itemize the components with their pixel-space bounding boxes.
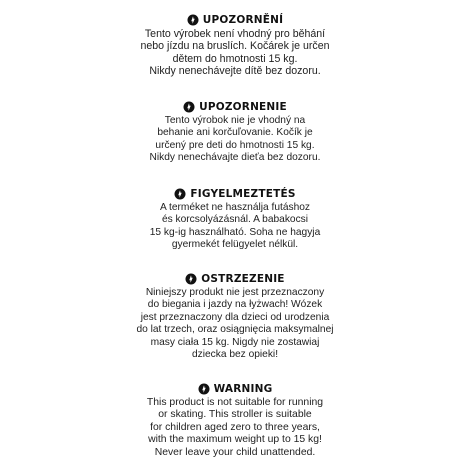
warning-text-line: Tento výrobek není vhodný pro běhání <box>144 28 326 40</box>
warning-circle-icon <box>174 188 186 200</box>
warning-title: UPOZORNĚNÍ <box>202 14 284 26</box>
warning-title: FIGYELMEZTETÉS <box>190 188 296 200</box>
warning-circle-icon <box>198 383 210 395</box>
warning-heading <box>0 383 470 395</box>
warning-heading <box>0 14 470 26</box>
warning-text-line: és korcsolyázásnál. A babakocsi <box>161 214 309 226</box>
warning-text <box>0 28 470 78</box>
warning-text-line: or skating. This stroller is suitable <box>158 409 312 421</box>
warning-text-line: do lat trzech, oraz osiągnięcia maksymalnej <box>136 324 334 336</box>
warning-text-line: jest przeznaczony dla dzieci od urodzenia <box>140 311 330 323</box>
warning-text-line: for children aged zero to three years, <box>150 421 320 433</box>
warning-text <box>0 397 470 459</box>
warning-heading <box>0 101 470 113</box>
warning-text-line: nebo jízdu na bruslích. Kočárek je určen <box>140 40 330 53</box>
warning-text-line: Tento výrobok nie je vhodný na <box>164 115 306 126</box>
warning-text-line: dziecka bez opieki! <box>191 349 279 361</box>
warning-text-line: behanie ani korčuľovanie. Kočík je <box>157 127 313 139</box>
warning-text-line: Nikdy nenechávajte dieťa bez dozoru. <box>149 152 321 164</box>
warning-circle-icon <box>183 101 195 113</box>
warning-title: OSTRZEZENIE <box>201 273 285 285</box>
warning-block-slovak <box>0 101 470 165</box>
warning-circle-icon <box>185 273 197 285</box>
warning-text <box>0 287 470 361</box>
warning-heading <box>0 188 470 200</box>
warning-text-line: A terméket ne használja futáshoz <box>159 202 311 213</box>
warning-heading <box>0 273 470 285</box>
warning-text <box>0 202 470 252</box>
warning-text-line: do biegania i jazdy na łyżwach! Wózek <box>147 299 323 311</box>
warning-block-czech <box>0 14 470 78</box>
warning-text-line: masy ciała 15 kg. Nigdy nie zostawiaj <box>150 336 320 348</box>
warning-title: UPOZORNENIE <box>199 101 287 113</box>
warning-block-english <box>0 383 470 459</box>
warning-text-line: Niniejszy produkt nie jest przeznaczony <box>145 287 325 298</box>
warning-text-line: určený pre deti do hmotnosti 15 kg. <box>155 139 315 151</box>
warning-text-line: gyermekét felügyelet nélkül. <box>171 239 299 251</box>
warning-text-line: Nikdy nenechávejte dítě bez dozoru. <box>149 65 321 78</box>
warning-text-line: with the maximum weight up to 15 kg! <box>148 434 322 446</box>
warning-text-line: This product is not suitable for running <box>146 397 324 408</box>
warning-circle-icon <box>187 14 199 26</box>
warning-text <box>0 115 470 165</box>
warning-block-hungarian <box>0 188 470 252</box>
warning-block-polish <box>0 273 470 361</box>
warning-title: WARNING <box>213 383 273 395</box>
warning-text-line: 15 kg-ig használható. Soha ne hagyja <box>149 226 321 238</box>
warning-text-line: Never leave your child unattended. <box>154 446 316 458</box>
warning-text-line: dětem do hmotnosti 15 kg. <box>172 52 298 65</box>
